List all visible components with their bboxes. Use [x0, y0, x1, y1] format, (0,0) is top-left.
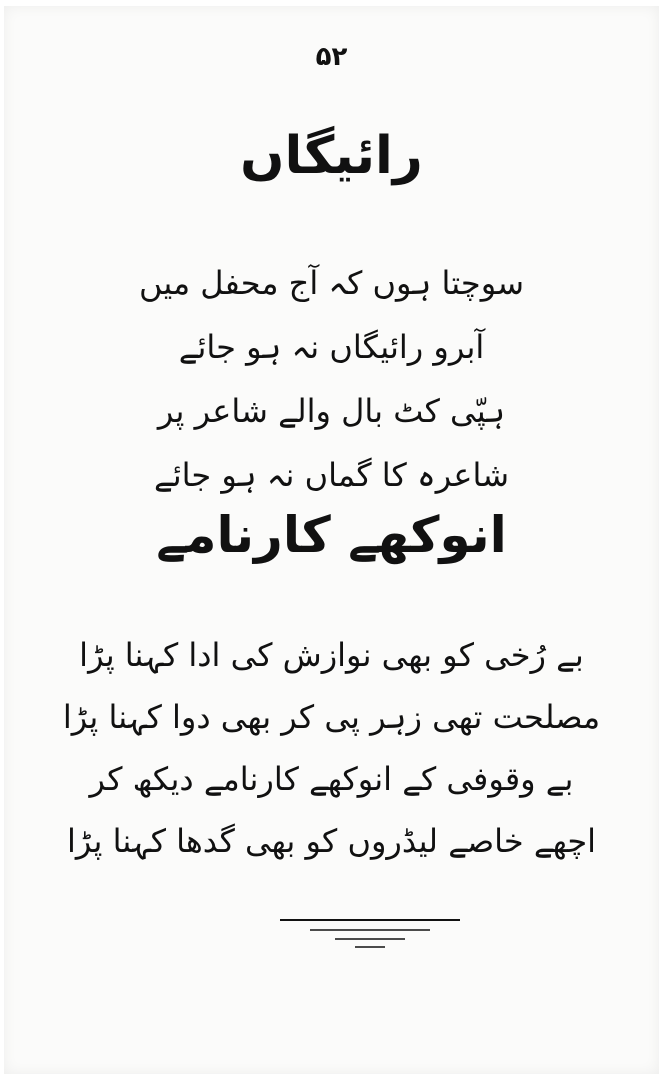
poem-raigan-stanza	[4, 251, 659, 507]
page-number: ۵۲	[315, 42, 348, 72]
poem-title-raigan: رائیگاں	[240, 126, 423, 186]
poem-line: بے وقوفی کے انوکھے کارنامے دیکھ کر	[89, 760, 574, 798]
poem-line: شاعرہ کا گماں نہ ہو جائے	[153, 456, 509, 494]
poem-line: ہپّی کٹ بال والے شاعر پر	[157, 392, 506, 430]
poem-title-anokhe-karname: انوکھے کارنامے	[156, 506, 507, 564]
poem-line: آبرو رائیگاں نہ ہو جائے	[178, 328, 485, 366]
poem-line: بے رُخی کو بھی نوازش کی ادا کہنا پڑا	[79, 636, 584, 674]
book-page	[4, 6, 659, 1074]
poem-line: مصلحت تھی زہر پی کر بھی دوا کہنا پڑا	[62, 698, 601, 736]
end-ornament	[280, 916, 460, 956]
poem-line: سوچتا ہوں کہ آج محفل میں	[138, 264, 525, 302]
poem-line: اچھے خاصے لیڈروں کو بھی گدھا کہنا پڑا	[66, 822, 597, 860]
poem-anokhe-karname-stanza	[4, 624, 659, 872]
